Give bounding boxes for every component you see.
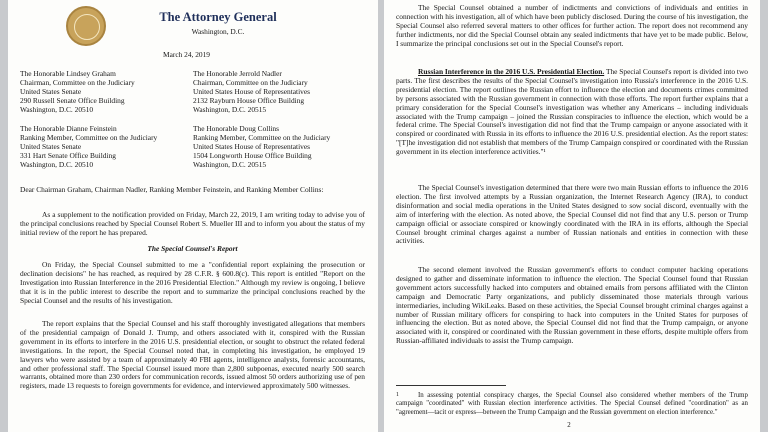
addressee-block: The Honorable Lindsey Graham Chairman, Committee on the Judiciary United States Senate 290 Russell Senate Office Building Washington, D.C. 20510 [20, 69, 135, 114]
body-paragraph: The Special Counsel's report is divided into two parts. The first describes the results of the Special Counsel's investigation into Russia's interference in the 2016 U.S. presidential election. The report outlines the Russian effort to influence the election and documents crimes committed by persons associated with the Russian government in connection with those efforts. The report further explains that a primary consideration for the Special Counsel's investigation was whether any Americans – including individuals associated with the Trump campaign – joined the Russian conspiracies to influence the election, which would be a federal crime. The Special Counsel's investigation did not find that the Trump campaign or anyone associated with it conspired or coordinated with Russia in its efforts to influence the 2016 U.S. presidential election. As the report states: "[T]he investigation did not establish that members of the Trump Campaign conspired or coordinated with the Russian government in its election interference activities."¹ [396, 67, 748, 157]
page-number: 2 [567, 422, 571, 429]
addressee-block: The Honorable Doug Collins Ranking Member, Committee on the Judiciary United States House of Representatives 1504 Longworth House Office Building Washington, D.C. 20515 [193, 124, 331, 169]
addressee-block: The Honorable Jerrold Nadler Chairman, Committee on the Judiciary United States House of Representatives 2132 Rayburn House Office Building Washington, D.C. 20515 [193, 69, 310, 114]
letter-date: March 24, 2019 [163, 50, 211, 59]
section-heading: The Special Counsel's Report [147, 244, 238, 253]
body-paragraph: On Friday, the Special Counsel submitted to me a "confidential report explaining the prosecution or declination decisions" he has reached, as required by 28 C.F.R. § 600.8(c). This report is entitled "Report on the Investigation into Russian Interference in the 2016 Presidential Election." Although my review is ongoing, I believe that it is in the public interest to describe the report and to summarize the principal conclusions reached by the Special Counsel and the results of his investigation. [20, 260, 365, 305]
body-paragraph: The report explains that the Special Counsel and his staff thoroughly investigated allegations that members of the presidential campaign of Donald J. Trump, and others associated with it, conspired with the Russian government in its efforts to interfere in the 2016 U.S. presidential election, or sought to obstruct the related federal investigations. In the report, the Special Counsel noted that, in completing his investigation, he employed 19 lawyers who were assisted by a team of approximately 40 FBI agents, intelligence analysts, forensic accountants, and other professional staff. The Special Counsel issued more than 2,800 subpoenas, executed nearly 500 search warrants, obtained more than 230 orders for communication records, issued almost 50 orders authorizing use of pen registers, made 13 requests to foreign governments for evidence, and interviewed approximately 500 witnesses. [20, 319, 365, 391]
body-paragraph: The Special Counsel obtained a number of indictments and convictions of individuals and entities in connection with his investigation, all of which have been publicly disclosed. During the course of his investigation, the Special Counsel also referred several matters to other offices for further action. The report does not recommend any further indictments, nor did the Special Counsel obtain any sealed indictments that have yet to be made public. Below, I summarize the principal conclusions set out in the Special Counsel's report. [396, 3, 748, 48]
doj-seal-icon [66, 6, 106, 46]
intro-paragraph: As a supplement to the notification provided on Friday, March 22, 2019, I am writing today to advise you of the principal conclusions reached by Special Counsel Robert S. Mueller III and to inform you about the status of my initial review of the report he has prepared. [20, 210, 365, 237]
russian-interference-section [396, 68, 748, 157]
footnote-number: 1 [396, 392, 399, 398]
footnote-rule [396, 385, 506, 386]
addressee-block: The Honorable Dianne Feinstein Ranking Member, Committee on the Judiciary United States Senate 331 Hart Senate Office Building Washington, D.C. 20510 [20, 124, 158, 169]
section-heading: Russian Interference in the 2016 U.S. Presidential Election. [418, 67, 605, 76]
body-paragraph: The second element involved the Russian government's efforts to conduct computer hacking operations designed to gather and disseminate information to influence the election. The Special Counsel found that Russian government actors successfully hacked into computers and obtained emails from persons affiliated with the Clinton campaign and Democratic Party organizations, and publicly disseminated those materials through various intermediaries, including WikiLeaks. Based on these activities, the Special Counsel brought criminal charges against a number of Russian military officers for conspiring to hack into computers in the United States for purposes of influencing the election. But as noted above, the Special Counsel did not find that the Trump campaign, or anyone associated with it, conspired or coordinated with the Russian government in these efforts, despite multiple offers from Russian-affiliated individuals to assist the Trump campaign. [396, 265, 748, 346]
letter-page-2 [384, 0, 760, 432]
letter-page-1 [8, 0, 378, 432]
letterhead-title: The Attorney General [159, 10, 277, 24]
letterhead-city: Washington, D.C. [191, 27, 245, 36]
body-paragraph: The Special Counsel's investigation determined that there were two main Russian efforts to influence the 2016 election. The first involved attempts by a Russian organization, the Internet Research Agency (IRA), to conduct disinformation and social media operations in the United States designed to sow social discord, eventually with the aim of interfering with the election. As noted above, the Special Counsel did not find that any U.S. person or Trump campaign official or associate conspired or knowingly coordinated with the IRA in its efforts, although the Special Counsel brought criminal charges against a number of Russian nationals and entities in connection with these activities. [396, 183, 748, 246]
salutation: Dear Chairman Graham, Chairman Nadler, Ranking Member Feinstein, and Ranking Member Collins: [20, 185, 324, 194]
footnote: In assessing potential conspiracy charges, the Special Counsel also considered whether members of the Trump campaign "coordinated" with Russian election interference activities. The Special Counsel defined "coordination" as an "agreement—tacit or express—between the Trump Campaign and the Russian government on election interference." [396, 392, 748, 416]
